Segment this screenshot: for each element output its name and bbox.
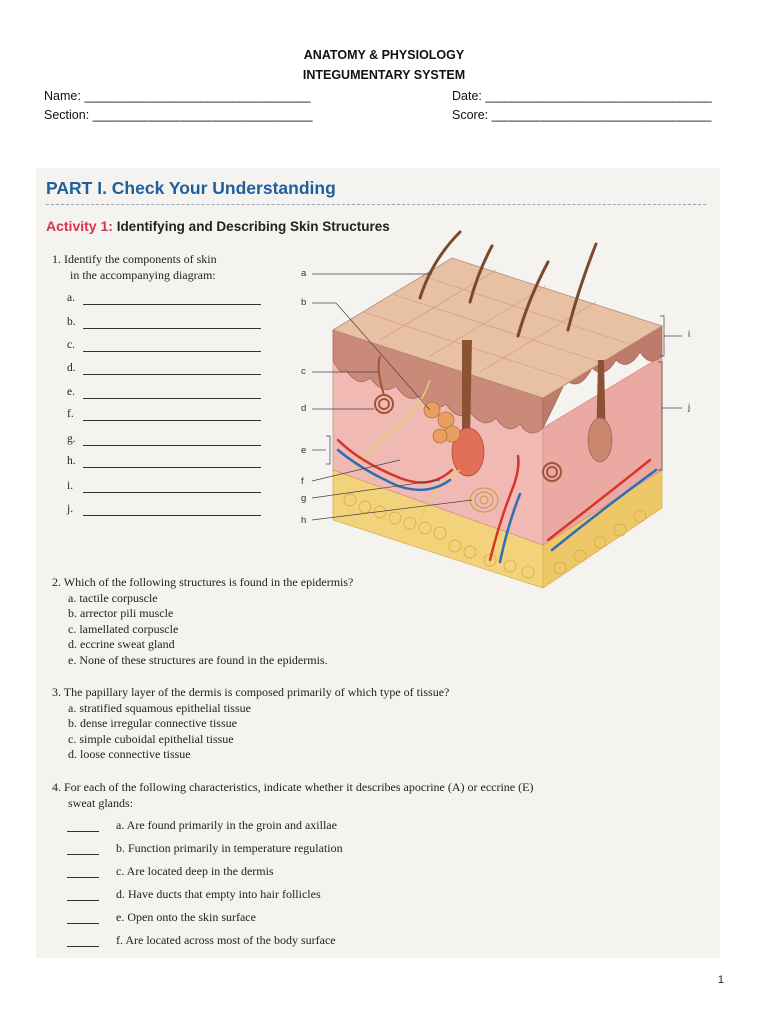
diagram-label-i: i (688, 329, 691, 340)
skin-cross-section-diagram (290, 226, 720, 596)
section-field[interactable] (44, 108, 312, 122)
name-blank: ___________________________________ (84, 89, 311, 103)
q2-option-c[interactable]: c. lamellated corpuscle (68, 621, 179, 636)
q1-item-b: b. (67, 316, 76, 328)
q1-answer-line-i[interactable] (83, 492, 261, 493)
page-number: 1 (717, 974, 724, 986)
q4-answer-blank-e[interactable] (67, 923, 99, 924)
q4-answer-blank-c[interactable] (67, 877, 99, 878)
date-field[interactable] (452, 89, 711, 103)
q1-answer-line-f[interactable] (83, 420, 261, 421)
q1-answer-line-a[interactable] (83, 304, 261, 305)
q2-prompt: 2. Which of the following structures is found in the epidermis? (52, 575, 354, 589)
q1-answer-line-h[interactable] (83, 467, 261, 468)
q1-item-d: d. (67, 362, 76, 374)
diagram-label-h: h (301, 515, 307, 526)
section-label: Section: (44, 108, 90, 122)
part-title: PART I. Check Your Understanding (46, 178, 336, 198)
score-field[interactable] (452, 108, 711, 122)
q1-item-c: c. (67, 339, 75, 351)
q2-option-b[interactable]: b. arrector pili muscle (68, 606, 174, 620)
q1-item-f: f. (67, 408, 74, 420)
score-blank: __________________________________ (491, 108, 711, 122)
q4-answer-blank-f[interactable] (67, 946, 99, 947)
topic-title: INTEGUMENTARY SYSTEM (302, 68, 466, 82)
q4-answer-blank-d[interactable] (67, 900, 99, 901)
q3-option-c[interactable]: c. simple cuboidal epithelial tissue (68, 731, 234, 746)
q1-answer-line-d[interactable] (83, 374, 261, 375)
score-label: Score: (452, 108, 489, 122)
q4-item-a: a. Are found primarily in the groin and axillae (116, 818, 337, 832)
section-blank: __________________________________ (92, 108, 313, 122)
course-title: ANATOMY & PHYSIOLOGY (303, 48, 465, 62)
name-field[interactable] (44, 89, 310, 103)
q4-item-e: e. Open onto the skin surface (116, 910, 256, 924)
q4-prompt (52, 780, 533, 811)
q4-prompt-line2: sweat glands: (68, 795, 133, 810)
diagram-label-g: g (301, 493, 307, 504)
q1-item-g: g. (67, 433, 76, 445)
q4-answer-blank-a[interactable] (67, 831, 99, 832)
q3-prompt: 3. The papillary layer of the dermis is composed primarily of which type of tissue? (52, 685, 450, 699)
q1-prompt-line2: in the accompanying diagram: (70, 267, 216, 282)
diagram-label-d: d (301, 403, 307, 414)
q1-item-j: j. (67, 503, 74, 515)
dashed-divider (46, 204, 706, 205)
diagram-label-b: b (301, 297, 307, 308)
q1-item-e: e. (67, 386, 75, 398)
q2-block (52, 575, 353, 668)
q1-item-a: a. (67, 292, 75, 304)
hair-bulb (588, 418, 612, 462)
q3-option-a[interactable]: a. stratified squamous epithelial tissue (68, 700, 251, 715)
activity-number: Activity 1: (46, 218, 113, 234)
q1-prompt-line1: 1. Identify the components of skin (52, 252, 217, 266)
diagram-label-f: f (301, 476, 304, 487)
q1-prompt (52, 252, 217, 283)
diagram-label-a: a (301, 268, 307, 279)
q2-option-d[interactable]: d. eccrine sweat gland (68, 637, 175, 651)
q1-answer-line-b[interactable] (83, 328, 261, 329)
q3-block (52, 685, 449, 763)
diagram-label-c: c (301, 366, 306, 377)
q1-answer-line-c[interactable] (83, 351, 261, 352)
q3-option-b[interactable]: b. dense irregular connective tissue (68, 716, 237, 730)
activity-title: Identifying and Describing Skin Structures (116, 219, 390, 234)
q4-item-f: f. Are located across most of the body surface (116, 933, 336, 947)
q3-option-d[interactable]: d. loose connective tissue (68, 747, 191, 761)
q1-answer-line-e[interactable] (83, 398, 261, 399)
q1-answer-line-j[interactable] (83, 515, 261, 516)
diagram-label-j: j (688, 402, 691, 413)
q2-option-e[interactable]: e. None of these structures are found in the epidermis. (68, 652, 328, 667)
q4-item-b: b. Function primarily in temperature regulation (116, 841, 343, 855)
q4-item-c: c. Are located deep in the dermis (116, 864, 274, 878)
q4-item-d: d. Have ducts that empty into hair follicles (116, 887, 321, 901)
q1-item-i: i. (67, 480, 74, 492)
date-blank: ___________________________________ (485, 89, 712, 103)
q1-answer-line-g[interactable] (83, 445, 261, 446)
diagram-label-e: e (301, 445, 307, 456)
q1-item-h: h. (67, 455, 76, 467)
date-label: Date: (452, 89, 482, 103)
q4-answer-blank-b[interactable] (67, 854, 99, 855)
name-label: Name: (44, 89, 81, 103)
q4-prompt-line1: 4. For each of the following characteristics, indicate whether it describes apocrine (A) or eccrine (E) (52, 780, 534, 794)
q2-option-a[interactable]: a. tactile corpuscle (68, 590, 158, 605)
